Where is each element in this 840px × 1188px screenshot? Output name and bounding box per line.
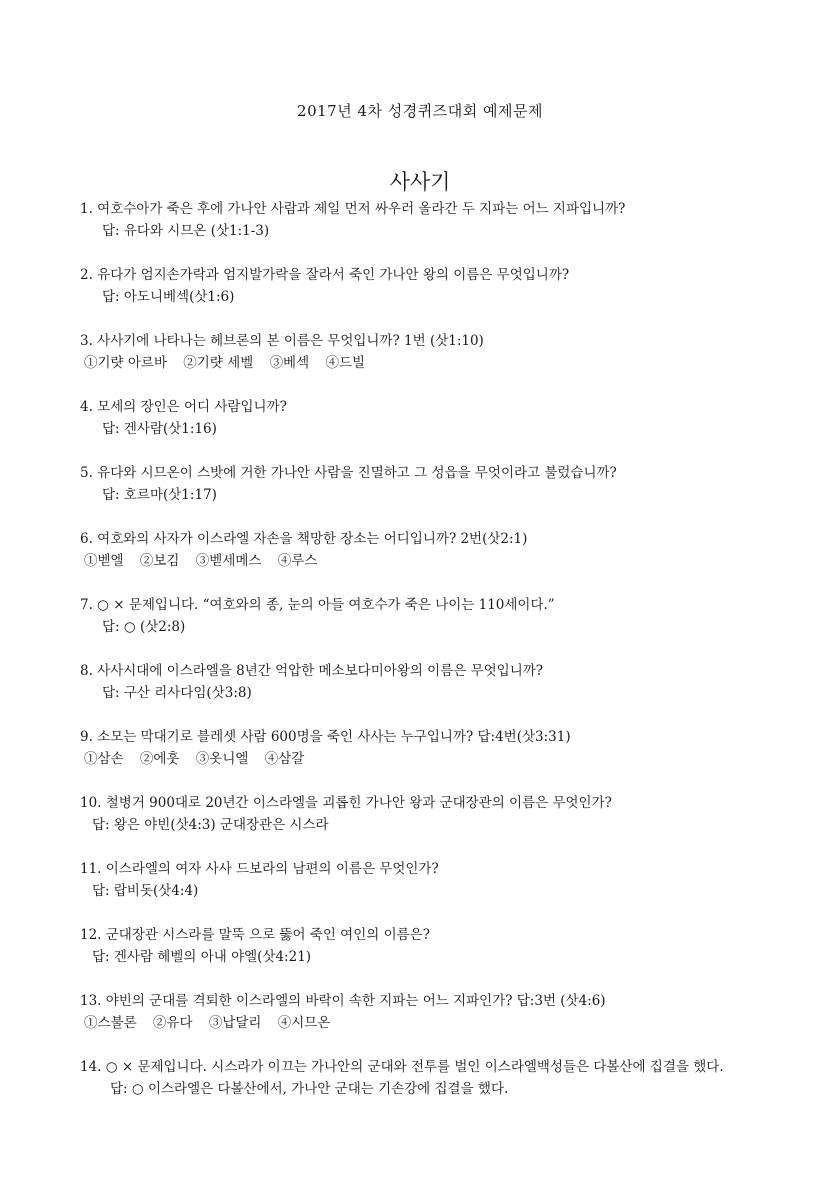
option-2: ②에훗 [139,751,180,767]
question-text: 2. 유다가 엄지손가락과 엄지발가락을 잘라서 죽인 가나안 왕의 이름은 무엇입니까? [80,267,570,283]
answer-text: 답: 아도니베섹(삿1:6) [102,289,235,305]
option-1: ①기럇 아르바 [84,355,167,371]
answer-options [80,550,780,572]
option-1: ①벧엘 [84,553,124,569]
question-text: 14. ○ × 문제입니다. 시스라가 이끄는 가나안의 군대와 전투를 벌인 이스라엘백성들은 다볼산에 집결을 했다. [80,1059,724,1075]
option-2: ②보김 [139,553,180,569]
question-text: 12. 군대장관 시스라를 말뚝 으로 뚫어 죽인 여인의 이름은? [80,927,430,943]
question-item [80,726,780,792]
answer-text: 답: 겐사람(삿1:16) [102,421,217,437]
document-title: 2017년 4차 성경퀴즈대회 예제문제 [297,102,543,120]
option-4: ④루스 [277,553,318,569]
question-text: 7. ○ × 문제입니다. “여호와의 종, 눈의 아들 여호수가 죽은 나이는 110세이다.” [80,597,555,613]
question-text: 10. 철병거 900대로 20년간 이스라엘을 괴롭힌 가나안 왕과 군대장관의 이름은 무엇인가? [80,795,612,811]
section-title: 사사기 [389,170,451,194]
question-item [80,198,780,264]
question-text: 3. 사사기에 나타나는 헤브론의 본 이름은 무엇입니까? 1번 (삿1:10) [80,333,484,349]
answer-text: 답: ○ 이스라엘은 다볼산에서, 가나안 군대는 기손강에 집결을 했다. [110,1081,509,1097]
answer-options [80,748,780,770]
option-1: ①스불론 [84,1015,137,1031]
question-text: 11. 이스라엘의 여자 사사 드보라의 남편의 이름은 무엇인가? [80,861,439,877]
question-text: 6. 여호와의 사자가 이스라엘 자손을 책망한 장소는 어디입니까? 2번(삿2:1) [80,531,528,547]
question-text: 1. 여호수아가 죽은 후에 가나안 사람과 제일 먼저 싸우러 올라간 두 지파는 어느 지파입니까? [80,201,626,217]
answer-text: 답: 구산 리사다임(삿3:8) [102,685,252,701]
question-item [80,264,780,330]
option-3: ③납달리 [208,1015,262,1031]
option-2: ②기럇 세벨 [183,355,254,371]
question-item [80,528,780,594]
question-item [80,396,780,462]
answer-text: 답: 랍비돗(삿4:4) [92,883,199,899]
option-4: ④삼갈 [264,751,305,767]
question-list [80,198,780,1100]
question-item [80,792,780,858]
answer-text: 답: 호르마(삿1:17) [102,487,217,503]
option-3: ③베섹 [269,355,310,371]
question-text: 13. 야빈의 군대를 격퇴한 이스라엘의 바락이 속한 지파는 어느 지파인가? 답:3번 (삿4:6) [80,993,606,1009]
answer-text: 답: 겐사람 헤벨의 아내 야엘(삿4:21) [92,949,312,965]
question-text: 9. 소모는 막대기로 블레셋 사람 600명을 죽인 사사는 누구입니까? 답:4번(삿3:31) [80,729,571,745]
question-text: 4. 모세의 장인은 어디 사람입니까? [80,399,287,415]
question-item [80,924,780,990]
question-item [80,594,780,660]
question-item [80,858,780,924]
question-text: 5. 유다와 시므온이 스밧에 거한 가나안 사람을 진멸하고 그 성읍을 무엇이라고 불렀습니까? [80,465,617,481]
option-1: ①삼손 [84,751,124,767]
answer-text: 답: ○ (삿2:8) [102,619,186,635]
answer-options [80,352,780,374]
option-3: ③벧세메스 [195,553,262,569]
option-4: ④시므온 [277,1015,331,1031]
answer-options [80,1012,780,1034]
option-2: ②유다 [152,1015,193,1031]
option-4: ④드빌 [325,355,366,371]
question-item [80,660,780,726]
question-item [80,1056,780,1100]
question-item [80,462,780,528]
answer-text: 답: 유다와 시므온 (삿1:1-3) [102,223,270,239]
question-text: 8. 사사시대에 이스라엘을 8년간 억압한 메소보다미아왕의 이름은 무엇입니까? [80,663,544,679]
option-3: ③옷니엘 [195,751,249,767]
question-item [80,330,780,396]
question-item [80,990,780,1056]
answer-text: 답: 왕은 야빈(삿4:3) 군대장관은 시스라 [92,817,329,833]
